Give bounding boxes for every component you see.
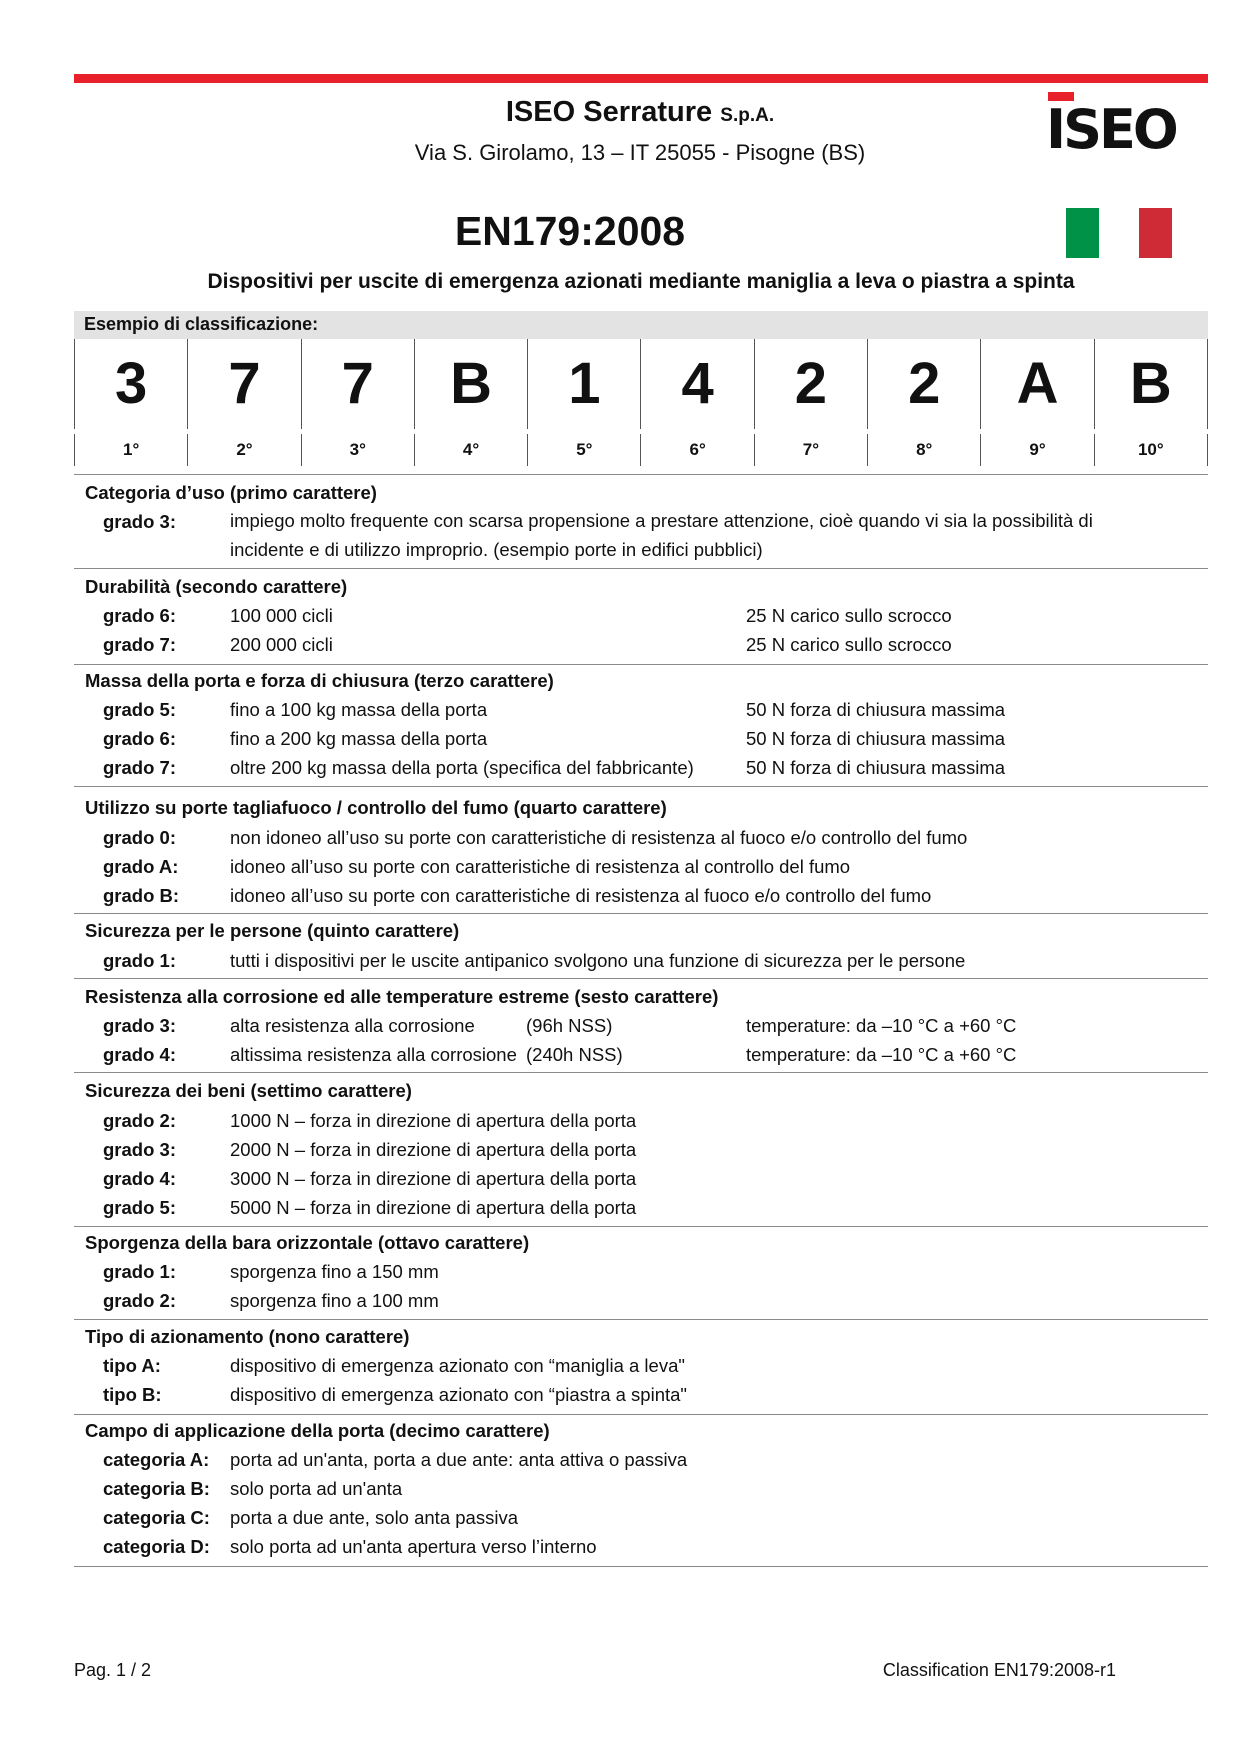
grade-label: categoria D: [103,1536,210,1557]
grade-label: grado B: [103,885,180,906]
italian-flag-icon [1066,208,1172,258]
code-ordinal: 8° [867,434,980,466]
classification-code [74,339,1208,429]
iseo-logo [1046,92,1186,152]
document-id: Classification EN179:2008-r1 [882,1660,1116,1680]
grade-description: solo porta ad un'anta apertura verso l’interno [230,1536,597,1557]
company-address: Via S. Girolamo, 13 – IT 25055 - Pisogne (BS) [414,140,866,165]
grade-description: 200 000 cicli [230,634,333,655]
code-char: 2 [867,339,980,429]
grade-description: sporgenza fino a 150 mm [230,1261,439,1282]
grade-label: categoria C: [103,1507,210,1528]
grade-label: grado 7: [103,757,176,778]
divider [74,978,1208,979]
divider [74,474,1208,475]
divider [74,1226,1208,1227]
section-title-fuoco: Utilizzo su porte tagliafuoco / controllo del fumo (quarto carattere) [85,797,667,818]
grade-description: sporgenza fino a 100 mm [230,1290,439,1311]
code-ordinal: 5° [527,434,640,466]
code-ordinal: 9° [980,434,1093,466]
grade-description: idoneo all’uso su porte con caratteristiche di resistenza al fuoco e/o controllo del fumo [230,885,932,906]
company-name-text: ISEO Serrature [505,96,713,128]
grade-test: (96h NSS) [526,1015,613,1036]
grade-description: 3000 N – forza in direzione di apertura della porta [230,1168,637,1189]
grade-label: grado A: [103,856,179,877]
grade-test: (240h NSS) [526,1044,623,1065]
code-char: A [980,339,1093,429]
code-char: 7 [301,339,414,429]
code-ordinal: 2° [187,434,300,466]
grade-label: grado 0: [103,827,176,848]
grade-spec: temperature: da –10 °C a +60 °C [746,1044,1017,1065]
code-ordinal: 10° [1094,434,1208,466]
grade-label: grado 3: [103,1015,176,1036]
code-char: B [1094,339,1208,429]
section-title-campo: Campo di applicazione della porta (decimo carattere) [85,1420,550,1441]
grade-description: non idoneo all’uso su porte con caratteristiche di resistenza al fuoco e/o controllo del fumo [230,827,968,848]
divider [74,568,1208,569]
divider [74,664,1208,665]
code-char: 7 [187,339,300,429]
example-header [74,311,1208,339]
grade-label: grado 1: [103,950,176,971]
example-label: Esempio di classificazione: [84,314,319,334]
grade-description: dispositivo di emergenza azionato con “piastra a spinta" [230,1384,687,1405]
code-ordinal: 7° [754,434,867,466]
grade-label: grado 4: [103,1044,176,1065]
grade-description: alta resistenza alla corrosione [230,1015,475,1036]
grade-description: dispositivo di emergenza azionato con “maniglia a leva" [230,1355,685,1376]
grade-label: grado 7: [103,634,176,655]
grade-label: tipo A: [103,1355,161,1376]
grade-spec: 25 N carico sullo scrocco [746,634,952,655]
grade-description: porta ad un'anta, porta a due ante: anta attiva o passiva [230,1449,688,1470]
grade-label: tipo B: [103,1384,162,1405]
divider [74,786,1208,787]
code-ordinal: 6° [640,434,753,466]
grade-description: altissima resistenza alla corrosione [230,1044,517,1065]
grade-description: 1000 N – forza in direzione di apertura della porta [230,1110,637,1131]
divider [74,1566,1208,1567]
grade-label: grado 4: [103,1168,176,1189]
section-title-persone: Sicurezza per le persone (quinto carattere) [85,920,460,941]
code-ordinal: 1° [74,434,187,466]
divider [74,1414,1208,1415]
divider [74,1319,1208,1320]
grade-label: grado 6: [103,605,176,626]
code-ordinal: 4° [414,434,527,466]
code-ordinal: 3° [301,434,414,466]
divider [74,1072,1208,1073]
grade-label: categoria A: [103,1449,210,1470]
grade-description: impiego molto frequente con scarsa propensione a prestare attenzione, cioè quando vi sia la possibilità di incidente e di utilizzo improprio. (esempio porte in edifici pubblici) [230,510,1093,560]
grade-spec: 25 N carico sullo scrocco [746,605,952,626]
page-number: Pag. 1 / 2 [74,1660,152,1680]
grade-label: grado 2: [103,1290,176,1311]
grade-label: grado 3: [103,1139,176,1160]
grade-spec: 50 N forza di chiusura massima [746,728,1006,749]
header-red-bar [74,74,1208,83]
grade-label: categoria B: [103,1478,210,1499]
section-title-azionamento: Tipo di azionamento (nono carattere) [85,1326,410,1347]
classification-ordinals [74,434,1208,466]
section-title-beni: Sicurezza dei beni (settimo carattere) [85,1080,412,1101]
grade-description: fino a 100 kg massa della porta [230,699,488,720]
document-subtitle: Dispositivi per uscite di emergenza azionati mediante maniglia a leva o piastra a spinta [207,270,1075,293]
grade-spec: 50 N forza di chiusura massima [746,757,1006,778]
grade-description: porta a due ante, solo anta passiva [230,1507,518,1528]
grade-spec: temperature: da –10 °C a +60 °C [746,1015,1017,1036]
company-name [340,96,940,129]
grade-label: grado 3: [103,511,176,532]
code-char: 4 [640,339,753,429]
code-char: 3 [74,339,187,429]
standard-title: EN179:2008 [454,208,686,254]
grade-label: grado 1: [103,1261,176,1282]
grade-description: idoneo all’uso su porte con caratteristiche di resistenza al controllo del fumo [230,856,851,877]
logo-text: ISEO [1046,98,1176,152]
section-title-sporgenza: Sporgenza della bara orizzontale (ottavo carattere) [85,1232,530,1253]
company-suffix: S.p.A. [720,105,775,126]
grade-description: 2000 N – forza in direzione di apertura della porta [230,1139,637,1160]
section-title-uso: Categoria d’uso (primo carattere) [85,482,377,503]
grade-description: tutti i dispositivi per le uscite antipanico svolgono una funzione di sicurezza per le persone [230,950,966,971]
grade-description: solo porta ad un'anta [230,1478,403,1499]
grade-description: 100 000 cicli [230,605,333,626]
grade-spec: 50 N forza di chiusura massima [746,699,1006,720]
code-char: B [414,339,527,429]
code-char: 2 [754,339,867,429]
section-title-corrosione: Resistenza alla corrosione ed alle temperature estreme (sesto carattere) [85,986,719,1007]
grade-label: grado 5: [103,699,176,720]
grade-label: grado 5: [103,1197,176,1218]
section-title-massa: Massa della porta e forza di chiusura (terzo carattere) [85,670,554,691]
section-title-durabilita: Durabilità (secondo carattere) [85,576,348,597]
grade-description: oltre 200 kg massa della porta (specifica del fabbricante) [230,757,694,778]
grade-label: grado 2: [103,1110,176,1131]
grade-label: grado 6: [103,728,176,749]
grade-description: 5000 N – forza in direzione di apertura della porta [230,1197,637,1218]
divider [74,913,1208,914]
grade-description: fino a 200 kg massa della porta [230,728,488,749]
code-char: 1 [527,339,640,429]
